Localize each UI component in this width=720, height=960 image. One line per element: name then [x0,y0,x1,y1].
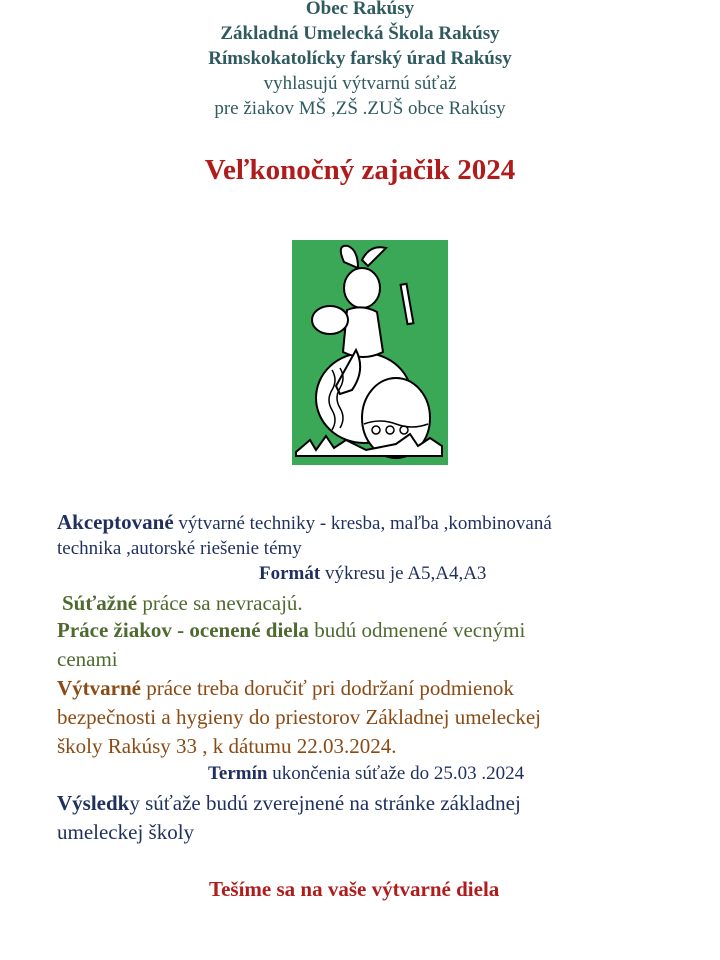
closing-message: Tešíme sa na vaše výtvarné diela [209,877,500,901]
paragraph-delivery-line2: bezpečnosti a hygieny do priestorov Základnej umeleckej [57,705,541,729]
poster-title: Veľkonočný zajačik 2024 [204,154,516,186]
paragraph-awards: Práce žiakov - ocenené diela budú odmenené vecnými [57,618,526,642]
paragraph-delivery-line3: školy Rakúsy 33 , k dátumu 22.03.2024. [57,734,397,758]
paragraph-techniques-line2: technika ,autorské riešenie témy [57,538,302,559]
header-line-3: Rímskokatolícky farský úrad Rakúsy [208,48,512,69]
header-line-2: Základná Umelecká Škola Rakúsy [220,23,500,44]
paragraph-delivery: Výtvarné práce treba doručiť pri dodržaní podmienok [57,676,514,700]
bunny-illustration-icon [292,240,448,465]
paragraph-results-line2: umeleckej školy [57,820,195,844]
paragraph-techniques: Akceptované výtvarné techniky - kresba, maľba ,kombinovaná [57,510,552,534]
paragraph-format: Formát výkresu je A5,A4,A3 [259,563,487,584]
paragraph-not-returned: Súťažné práce sa nevracajú. [62,591,303,615]
header-line-1: Obec Rakúsy [305,0,415,19]
header-line-5: pre žiakov MŠ ,ZŠ .ZUŠ obce Rakúsy [214,98,506,119]
header-line-4: vyhlasujú výtvarnú súťaž [263,73,457,94]
easter-bunny-image [292,240,448,465]
paragraph-awards-line2: cenami [57,647,118,671]
paragraph-results: Výsledky súťaže budú zverejnené na stránke základnej [57,791,521,815]
paragraph-deadline: Termín ukončenia súťaže do 25.03 .2024 [208,763,525,784]
